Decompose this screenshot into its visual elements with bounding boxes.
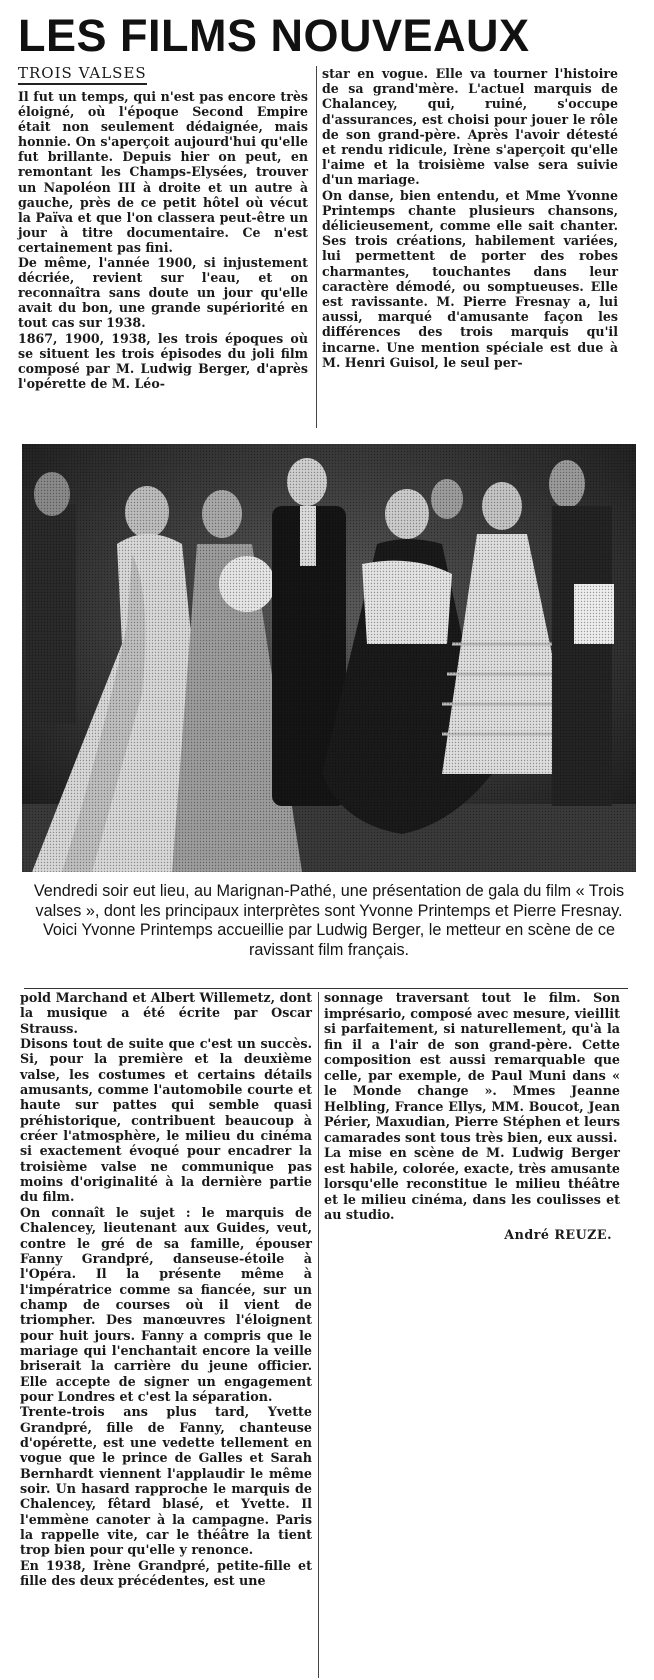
paragraph: 1867, 1900, 1938, les trois époques où se situent les trois épisodes du joli film composé par M. Ludwig Berger, d'après l'opérette de M. Léo- bbox=[18, 330, 308, 391]
author-signature: André REUZE. bbox=[504, 1226, 612, 1242]
article-bottom-left-column bbox=[20, 990, 312, 1588]
photo-caption: Vendredi soir eut lieu, au Marignan-Pathé, une présentation de gala du film « Trois valses », dont les principaux interprètes sont Yvonne Printemps et Pierre Fresnay. Voici Yvonne Printemps accueillie par Ludwig Berger, le metteur en scène de ce ravissant film français. bbox=[33, 882, 625, 959]
gala-photograph bbox=[22, 444, 636, 872]
photograph-image bbox=[22, 444, 636, 872]
article-top-left-column bbox=[18, 64, 308, 391]
paragraph: De même, l'année 1900, si injustement décriée, revient sur l'eau, et on reconnaîtra sans doute un jour qu'elle avait du bon, une grande supériorité en tout cas sur 1938. bbox=[18, 255, 308, 331]
section-title: TROIS VALSES bbox=[18, 64, 147, 85]
paragraph: On connaît le sujet : le marquis de Chalencey, lieutenant aux Guides, veut, contre le gré de sa famille, épouser Fanny Grandpré, danseuse-étoile à l'Opéra. Il la présente même à l'impératrice comme sa fiancée, sur un champ de courses où il vient de triompher. Des manœuvres l'éloignent pour huit jours. Fanny a compris que le mariage qui l'enchantait encore la veille briserait la carrière du jeune officier. Elle accepte de signer un engagement pour Londres et c'est la séparation. bbox=[20, 1204, 312, 1404]
paragraph: La mise en scène de M. Ludwig Berger est habile, colorée, exacte, très amusante lorsqu'elle reconstitue le milieu théâtre et le milieu cinéma, dans les coulisses et au studio. bbox=[324, 1145, 620, 1222]
paragraph: En 1938, Irène Grandpré, petite-fille et fille des deux précédentes, est une bbox=[20, 1557, 312, 1589]
paragraph: Trente-trois ans plus tard, Yvette Grandpré, fille de Fanny, chanteuse d'opérette, est une vedette tellement en vogue que le prince de Galles et Sarah Bernhardt viennent l'applaudir le même soir. Un hasard rapproche le marquis de Chalencey, fêtard blasé, et Yvette. Il l'emmène canoter à la campagne. Paris la rappelle vite, car le théâtre la tient trop bien pour qu'elle y renonce. bbox=[20, 1404, 312, 1558]
page-headline: LES FILMS NOUVEAUX bbox=[18, 10, 530, 61]
caption-rule bbox=[24, 988, 628, 989]
article-bottom-right-column bbox=[324, 990, 620, 1242]
paragraph: On danse, bien entendu, et Mme Yvonne Printemps chante plusieurs chansons, délicieusement, comme elle sait chanter. Ses trois créations, habilement variées, lui permettent de porter des robes charmantes, touchantes dans leur caractère démodé, ou somptueuses. Elle est ravissante. M. Pierre Fresnay a, lui aussi, marqué d'amusante façon les différences des trois marquis qu'il incarne. Une mention spéciale est due à M. Henri Guisol, le seul per- bbox=[322, 187, 618, 370]
paragraph: pold Marchand et Albert Willemetz, dont la musique a été écrite par Oscar Strauss. bbox=[20, 990, 312, 1036]
column-divider bbox=[318, 992, 319, 1678]
paragraph: sonnage traversant tout le film. Son imprésario, composé avec mesure, vieillit si parfaitement, si naturellement, qu'à la fin il a l'air de son grand-père. Cette composition est aussi remarquable que celle, par exemple, de Paul Muni dans « le Monde change ». Mmes Jeanne Helbling, France Ellys, MM. Boucot, Jean Périer, Maxudian, Pierre Stéphen et leurs camarades sont tous très bien, eux aussi. bbox=[324, 990, 620, 1145]
paragraph: Il fut un temps, qui n'est pas encore très éloigné, où l'époque Second Empire était non seulement dédaignée, mais honnie. On s'aperçoit aujourd'hui qu'elle fut brillante. Depuis hier on peut, en remontant les Champs-Elysées, trouver un Napoléon III à droite et un autre à gauche, près de ce petit hôtel où vécut la Païva et que l'on classera peut-être un jour à titre documentaire. Ce n'est certainement pas fini. bbox=[18, 89, 308, 255]
paragraph: star en vogue. Elle va tourner l'histoire de sa grand'mère. L'actuel marquis de Chalancey, qui, ruiné, s'occupe d'assurances, est choisi pour jouer le rôle de son grand-père. Après l'avoir détesté et rendu ridicule, Irène s'aperçoit qu'elle l'aime et la troisième valse sera suivie d'un mariage. bbox=[322, 66, 618, 188]
article-top-right-column bbox=[322, 66, 618, 370]
paragraph: Disons tout de suite que c'est un succès. Si, pour la première et la deuxième valse, les costumes et certains détails amusants, comme l'automobile courte et haute sur pattes qui semble quasi préhistorique, contribuent beaucoup à créer l'atmosphère, le milieu du cinéma si exactement évoqué pour encadrer la troisième valse ne communique pas moins d'originalité à la dernière partie du film. bbox=[20, 1036, 312, 1205]
column-divider bbox=[316, 66, 317, 428]
